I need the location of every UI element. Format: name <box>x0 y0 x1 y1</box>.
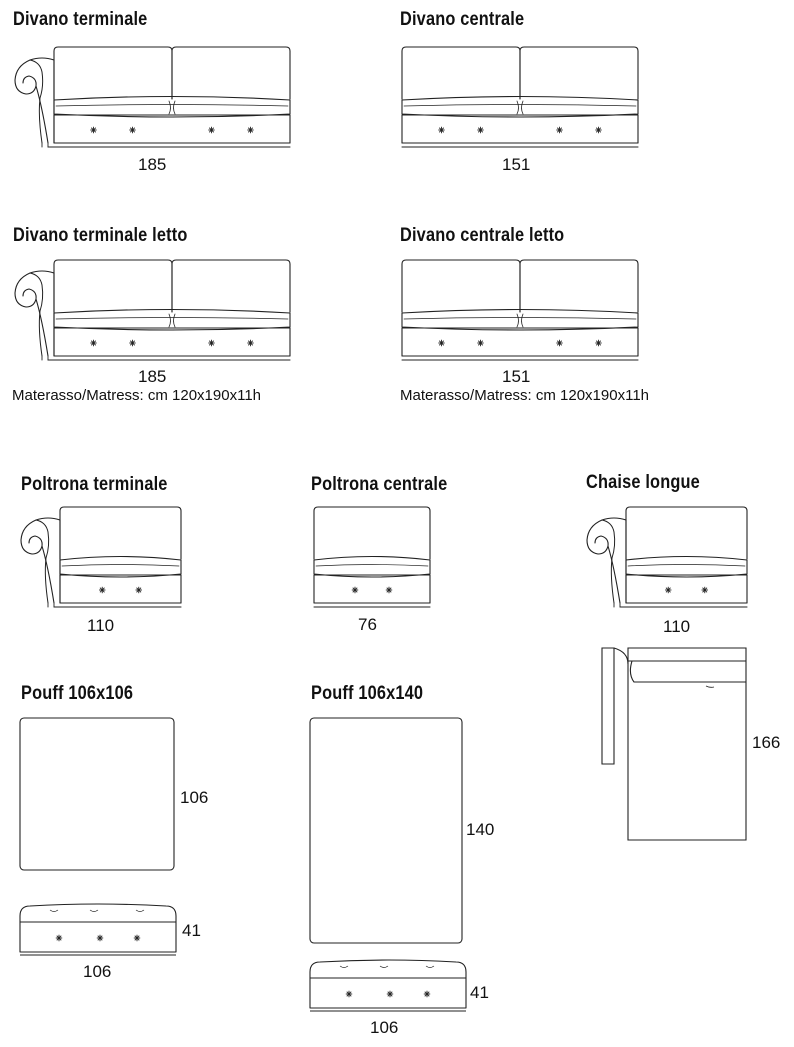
sofa-terminal-bed-drawing <box>12 259 292 362</box>
height-pouff-106x140: 41 <box>470 983 489 1002</box>
armchair-central-drawing <box>312 506 432 609</box>
title-poltrona-terminale: Poltrona terminale <box>21 474 168 495</box>
chaise-longue-front-drawing <box>584 506 749 609</box>
asterisk-button-tuft-icon <box>477 340 483 346</box>
width-poltrona-centrale: 76 <box>358 615 377 634</box>
title-divano-terminale: Divano terminale <box>13 9 148 30</box>
title-divano-centrale: Divano centrale <box>400 9 525 30</box>
asterisk-button-tuft-icon <box>208 127 214 133</box>
mattress-note-centrale: Materasso/Matress: cm 120x190x11h <box>400 387 650 404</box>
asterisk-button-tuft-icon <box>208 340 214 346</box>
asterisk-button-tuft-icon <box>595 127 601 133</box>
asterisk-button-tuft-icon <box>665 587 671 593</box>
width-divano-centrale: 151 <box>502 155 531 174</box>
sofa-central-bed-drawing <box>400 259 640 362</box>
mattress-note-terminale: Materasso/Matress: cm 120x190x11h <box>12 387 262 404</box>
width-pouff-106x106: 106 <box>83 962 112 981</box>
sofa-terminal-drawing <box>12 46 292 149</box>
title-divano-centrale-letto: Divano centrale letto <box>400 225 565 246</box>
asterisk-button-tuft-icon <box>346 991 352 997</box>
width-pouff-106x140: 106 <box>370 1018 399 1037</box>
asterisk-button-tuft-icon <box>247 340 253 346</box>
pouff-106-top-drawing <box>18 716 176 872</box>
title-pouff-106x140: Pouff 106x140 <box>311 683 424 704</box>
asterisk-button-tuft-icon <box>556 127 562 133</box>
sofa-central-drawing <box>400 46 640 149</box>
asterisk-button-tuft-icon <box>134 935 140 941</box>
depth-pouff-106x140: 140 <box>466 820 495 839</box>
width-divano-terminale: 185 <box>138 155 167 174</box>
asterisk-button-tuft-icon <box>424 991 430 997</box>
asterisk-button-tuft-icon <box>90 340 96 346</box>
title-chaise-longue: Chaise longue <box>586 472 700 493</box>
depth-chaise-longue: 166 <box>752 733 781 752</box>
asterisk-button-tuft-icon <box>352 587 358 593</box>
asterisk-button-tuft-icon <box>129 127 135 133</box>
asterisk-button-tuft-icon <box>56 935 62 941</box>
title-divano-terminale-letto: Divano terminale letto <box>13 225 188 246</box>
asterisk-button-tuft-icon <box>438 127 444 133</box>
asterisk-button-tuft-icon <box>595 340 601 346</box>
width-poltrona-terminale: 110 <box>87 616 115 635</box>
height-pouff-106x106: 41 <box>182 921 201 940</box>
armchair-terminal-drawing <box>18 506 183 609</box>
pouff-106-side-drawing <box>18 902 178 958</box>
asterisk-button-tuft-icon <box>702 587 708 593</box>
asterisk-button-tuft-icon <box>386 587 392 593</box>
asterisk-button-tuft-icon <box>387 991 393 997</box>
asterisk-button-tuft-icon <box>90 127 96 133</box>
title-poltrona-centrale: Poltrona centrale <box>311 474 448 495</box>
width-chaise-longue: 110 <box>663 617 691 636</box>
chaise-longue-top-drawing <box>598 644 750 844</box>
width-divano-terminale-letto: 185 <box>138 367 167 386</box>
pouff-140-top-drawing <box>308 716 464 945</box>
asterisk-button-tuft-icon <box>477 127 483 133</box>
asterisk-button-tuft-icon <box>438 340 444 346</box>
pouff-140-side-drawing <box>308 958 468 1014</box>
depth-pouff-106x106: 106 <box>180 788 209 807</box>
asterisk-button-tuft-icon <box>247 127 253 133</box>
asterisk-button-tuft-icon <box>136 587 142 593</box>
asterisk-button-tuft-icon <box>129 340 135 346</box>
title-pouff-106x106: Pouff 106x106 <box>21 683 134 704</box>
width-divano-centrale-letto: 151 <box>502 367 531 386</box>
asterisk-button-tuft-icon <box>99 587 105 593</box>
asterisk-button-tuft-icon <box>556 340 562 346</box>
asterisk-button-tuft-icon <box>97 935 103 941</box>
